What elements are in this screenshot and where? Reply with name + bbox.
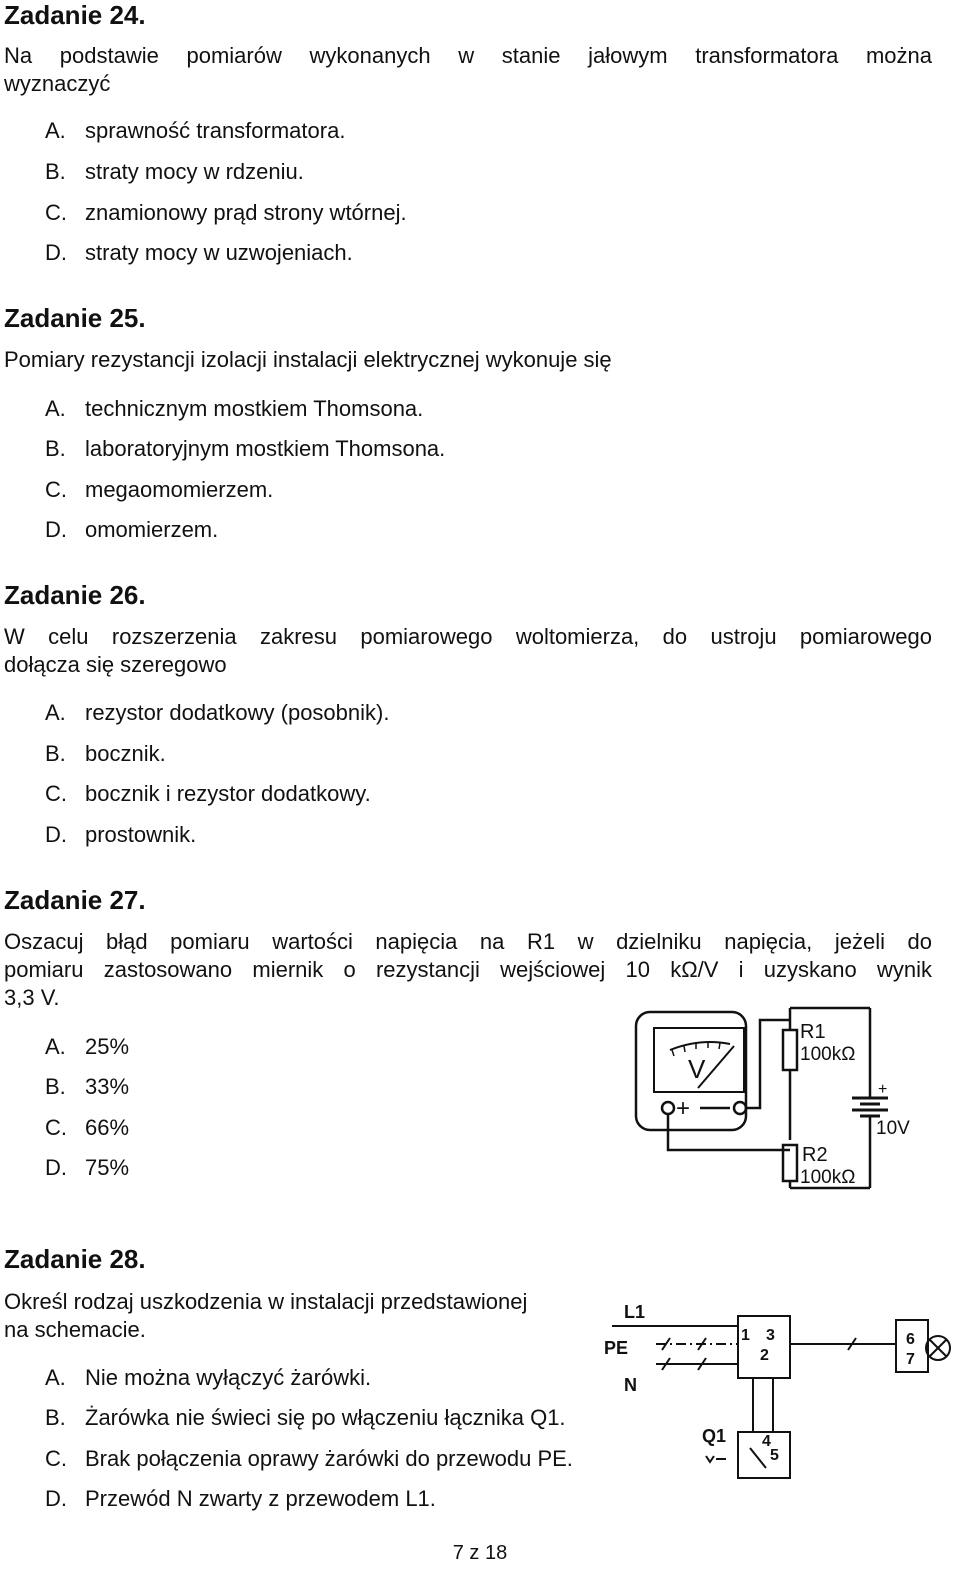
terminal-6: 6 xyxy=(906,1331,915,1348)
question-24-option-b: B. straty mocy w rdzeniu. xyxy=(45,159,304,184)
question-28-option-a: A. Nie można wyłączyć żarówki. xyxy=(45,1365,372,1390)
question-27-option-c: C. 66% xyxy=(45,1115,130,1140)
voltmeter-symbol: V xyxy=(688,1054,706,1084)
question-27-text-line3: 3,3 V. xyxy=(4,985,60,1010)
voltmeter-scale-arc xyxy=(670,1042,730,1050)
question-27-text-line1: Oszacuj błąd pomiaru wartości napięcia na R1 w dzielniku napięcia, jeżeli do xyxy=(4,929,932,954)
question-28-option-d: D. Przewód N zwarty z przewodem L1. xyxy=(45,1486,436,1511)
terminal-5: 5 xyxy=(770,1447,779,1464)
r2-value-label: 100kΩ xyxy=(800,1167,856,1188)
question-26-option-b: B. bocznik. xyxy=(45,741,166,766)
question-26-option-c: C. bocznik i rezystor dodatkowy. xyxy=(45,781,371,806)
question-24-option-c: C. znamionowy prąd strony wtórnej. xyxy=(45,200,407,225)
r1-name-label: R1 xyxy=(800,1021,826,1043)
terminal-4: 4 xyxy=(762,1433,771,1450)
question-27-option-a: A. 25% xyxy=(45,1034,130,1059)
label-n: N xyxy=(624,1375,637,1395)
question-25-option-d: D. omomierzem. xyxy=(45,517,219,542)
question-27-text-line2: pomiaru zastosowano miernik o rezystancji wejściowej 10 kΩ/V i uzyskano wynik xyxy=(4,957,932,982)
question-24-text-line1: Na podstawie pomiarów wykonanych w stanie jałowym transformatora można xyxy=(4,43,932,68)
question-25-text: Pomiary rezystancji izolacji instalacji elektrycznej wykonuje się xyxy=(4,347,612,372)
terminal-3: 3 xyxy=(766,1327,775,1344)
question-24-text-line2: wyznaczyć xyxy=(4,71,111,96)
question-28-option-c: C. Brak połączenia oprawy żarówki do przewodu PE. xyxy=(45,1446,573,1471)
question-28-text-line1: Określ rodzaj uszkodzenia w instalacji przedstawionej xyxy=(4,1289,528,1314)
question-27-title: Zadanie 27. xyxy=(4,885,146,915)
voltage-divider-diagram xyxy=(630,1000,930,1200)
question-25-option-a: A. technicznym mostkiem Thomsona. xyxy=(45,396,424,421)
terminal-minus xyxy=(662,1102,674,1114)
question-26-title: Zadanie 26. xyxy=(4,580,146,610)
question-28-text-line2: na schemacie. xyxy=(4,1317,146,1342)
voltmeter-plus-sign: + xyxy=(676,1095,691,1122)
r2-name-label: R2 xyxy=(802,1144,828,1166)
question-28-title: Zadanie 28. xyxy=(4,1244,146,1274)
terminal-7: 7 xyxy=(906,1351,915,1368)
resistor-r1 xyxy=(783,1030,797,1070)
terminal-1: 1 xyxy=(741,1327,750,1344)
switch-label-q1: Q1 xyxy=(702,1426,727,1446)
battery-voltage-label: 10V xyxy=(876,1118,910,1139)
question-25-option-c: C. megaomomierzem. xyxy=(45,477,274,502)
switch-contact xyxy=(750,1448,766,1468)
battery-plus-label: + xyxy=(878,1081,888,1098)
terminal-plus xyxy=(734,1102,746,1114)
question-26-text-line1: W celu rozszerzenia zakresu pomiarowego woltomierza, do ustroju pomiarowego xyxy=(4,624,932,649)
page-number: 7 z 18 xyxy=(452,1542,508,1564)
question-28-option-b: B. Żarówka nie świeci się po włączeniu łącznika Q1. xyxy=(45,1405,566,1430)
question-27-option-b: B. 33% xyxy=(45,1074,130,1099)
question-27-option-d: D. 75% xyxy=(45,1155,130,1180)
question-26-option-a: A. rezystor dodatkowy (posobnik). xyxy=(45,700,390,725)
question-26-option-d: D. prostownik. xyxy=(45,822,197,847)
label-l1: L1 xyxy=(624,1302,646,1322)
question-24-option-d: D. straty mocy w uzwojeniach. xyxy=(45,240,353,265)
question-26-text-line2: dołącza się szeregowo xyxy=(4,652,227,677)
question-25-title: Zadanie 25. xyxy=(4,303,146,333)
terminal-2: 2 xyxy=(760,1347,769,1364)
question-24-option-a: A. sprawność transformatora. xyxy=(45,118,346,143)
installation-schematic xyxy=(598,1296,953,1486)
switch-symbol-icon xyxy=(706,1456,726,1462)
r1-value-label: 100kΩ xyxy=(800,1044,856,1065)
label-pe: PE xyxy=(604,1338,629,1358)
question-25-option-b: B. laboratoryjnym mostkiem Thomsona. xyxy=(45,436,446,461)
question-24-title: Zadanie 24. xyxy=(4,0,146,30)
